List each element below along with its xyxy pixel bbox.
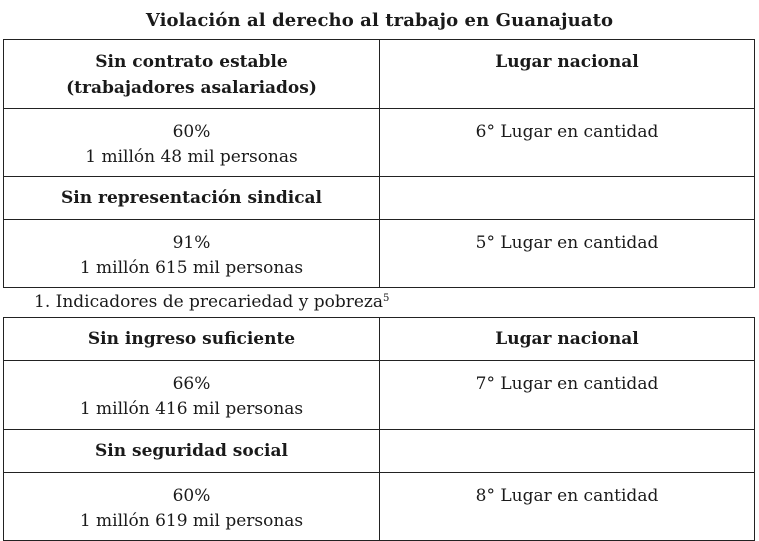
header-cell-sin-ingreso: [4, 318, 380, 361]
percent-value: 60%: [172, 122, 211, 142]
value-cell: [4, 220, 380, 288]
header-line-2: (trabajadores asalariados): [66, 78, 317, 98]
table-row: [4, 473, 755, 541]
header-label: Lugar nacional: [495, 52, 639, 72]
note-text: 1. Indicadores de precariedad y pobreza: [34, 292, 383, 312]
percent-value: 60%: [172, 486, 211, 506]
subheader-empty-cell: [380, 177, 755, 220]
table-subheader-row: [4, 177, 755, 220]
people-value: 1 millón 615 mil personas: [79, 258, 304, 278]
rank-value: 5° Lugar en cantidad: [475, 233, 659, 253]
people-value: 1 millón 416 mil personas: [79, 399, 304, 419]
table-header-row: [4, 40, 755, 109]
table-header-row: [4, 318, 755, 361]
table-row: [4, 361, 755, 430]
rank-cell: [380, 109, 755, 177]
rank-cell: [380, 473, 755, 541]
page-title: Violación al derecho al trabajo en Guanajuato: [145, 10, 614, 31]
rank-cell: [380, 220, 755, 288]
value-cell: [4, 109, 380, 177]
table-contract-union: [3, 39, 755, 288]
value-cell: [4, 473, 380, 541]
subheader-empty-cell: [380, 430, 755, 473]
table-income-social-security: [3, 317, 755, 541]
header-line-1: Sin contrato estable: [95, 52, 288, 72]
rank-cell: [380, 361, 755, 430]
value-cell: [4, 361, 380, 430]
footnote-ref: 5: [382, 293, 390, 304]
table-subheader-row: [4, 430, 755, 473]
percent-value: 91%: [172, 233, 211, 253]
header-cell-lugar-nacional: [380, 40, 755, 109]
rank-value: 6° Lugar en cantidad: [475, 122, 659, 142]
subheader-label: Sin representación sindical: [60, 188, 323, 208]
header-label: Sin ingreso suficiente: [87, 329, 296, 349]
header-label: Lugar nacional: [495, 329, 639, 349]
rank-value: 7° Lugar en cantidad: [475, 374, 659, 394]
header-cell-lugar-nacional: [380, 318, 755, 361]
percent-value: 66%: [172, 374, 211, 394]
header-cell-sin-contrato: [4, 40, 380, 109]
table-row: [4, 109, 755, 177]
people-value: 1 millón 48 mil personas: [85, 147, 298, 167]
section-note: [34, 289, 389, 315]
subheader-cell-sin-seguridad: [4, 430, 380, 473]
table-row: [4, 220, 755, 288]
rank-value: 8° Lugar en cantidad: [475, 486, 659, 506]
subheader-label: Sin seguridad social: [95, 441, 288, 461]
subheader-cell-sin-representacion: [4, 177, 380, 220]
people-value: 1 millón 619 mil personas: [79, 511, 304, 531]
